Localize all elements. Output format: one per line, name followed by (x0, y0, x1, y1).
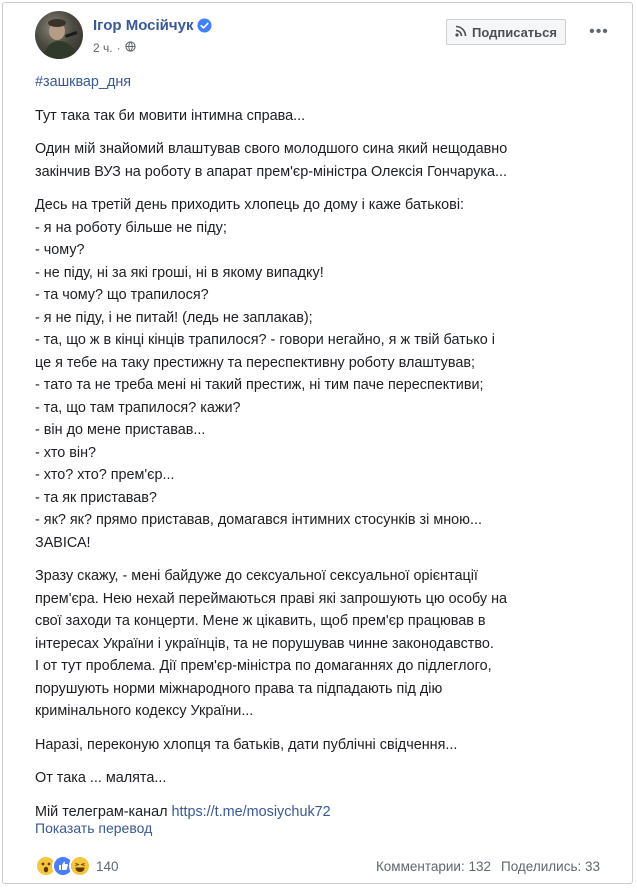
post-line: ЗАВІСА! (35, 534, 91, 551)
author-name-text[interactable]: Ігор Мосійчук (93, 17, 194, 34)
author-avatar[interactable] (35, 11, 83, 59)
hashtag-link[interactable]: #зашквар_дня (35, 74, 132, 90)
telegram-prefix: Мій телеграм-канал (35, 803, 172, 820)
post-line: - хто? хто? прем'єр... (35, 467, 175, 483)
telegram-link[interactable]: https://t.me/mosiychuk72 (171, 803, 331, 820)
post-line: Зразу скажу, - мені байдуже до сексуальної сексуальної орієнтації (35, 568, 478, 584)
post-paragraph (35, 138, 595, 183)
post-time[interactable]: 2 ч. (93, 41, 113, 55)
post-line: Наразі, переконую хлопця та батьків, дати публічні свідчення... (35, 736, 458, 753)
shares-count-link[interactable]: Поделились: 33 (501, 858, 600, 874)
post-paragraph (35, 767, 595, 790)
post-footer (35, 853, 600, 879)
post-paragraph (35, 734, 595, 757)
haha-reaction-icon (69, 855, 91, 877)
post-line: - я на роботу більше не піду; (35, 219, 227, 236)
post-line: - хто він? (35, 444, 97, 461)
more-options-button[interactable] (588, 19, 610, 45)
post-line: закінчив ВУЗ на роботу в апарат прем'єр-міністра Олексія Гончарука... (35, 163, 508, 180)
post-line: порушують норми міжнародного права та підпадають під дію (35, 680, 443, 697)
hashtag-paragraph (35, 71, 595, 94)
author-name[interactable] (93, 17, 212, 34)
subscribe-button[interactable] (446, 19, 566, 45)
post-paragraphs (35, 105, 595, 790)
post-line: Тут така так би мовити інтимна справа... (35, 107, 306, 124)
subscribe-label: Подписаться (471, 24, 557, 40)
post-line: - тато та не треба мені ні такий престиж, ні тим паче переспективи; (35, 377, 484, 393)
post-line: - та, що ж в кінці кінців трапилося? - говори негайно, я ж твій батько і (35, 332, 495, 348)
post-paragraph (35, 194, 595, 554)
post-line: - він до мене приставав... (35, 422, 206, 438)
separator-dot: · (116, 41, 121, 55)
more-options-icon: ••• (589, 23, 609, 40)
post-body (35, 71, 595, 834)
post-line: - як? як? прямо приставав, домагався інтимних стосунків зі мною... (35, 512, 482, 528)
post-line: - чому? (35, 242, 85, 258)
post-line: - та чому? що трапилося? (35, 287, 209, 303)
show-translation-link[interactable]: Показать перевод (35, 820, 153, 836)
post-line: кримінального кодексу України... (35, 703, 254, 719)
post-paragraph (35, 565, 595, 723)
post-line: прем'єра. Нею нехай переймаються праві які запрошують цю особу на (35, 590, 508, 607)
post-line: - та, що там трапилося? кажи? (35, 399, 241, 416)
post-card (2, 2, 633, 884)
post-line: - я не піду, і не питай! (ледь не заплакав); (35, 309, 313, 326)
audience-globe-icon[interactable] (125, 41, 136, 55)
reactions-count[interactable]: 140 (96, 858, 119, 874)
post-line: Один мій знайомий влаштував свого молодшого сина який нещодавно (35, 141, 508, 157)
post-meta (93, 41, 136, 55)
post-line: - та як приставав? (35, 489, 157, 506)
post-line: свої заходи та концерти. Мене ж цікавить, щоб прем'єр працював в (35, 613, 486, 629)
rss-icon (455, 25, 467, 40)
verified-badge-icon (197, 18, 212, 33)
post-line: От така ... малята... (35, 770, 167, 786)
post-stats (376, 859, 600, 874)
post-line: І от тут проблема. Дії прем'єр-міністра по домаганнях до підлеглого, (35, 658, 492, 674)
post-line: інтересах України і українців, та не порушував чинне законодавство. (35, 635, 494, 652)
post-paragraph (35, 105, 595, 128)
reactions-summary[interactable] (35, 855, 119, 877)
post-line: - не піду, ні за які гроші, ні в якому випадку! (35, 264, 324, 281)
comments-count-link[interactable]: Комментарии: 132 (375, 858, 491, 874)
post-header (35, 11, 624, 63)
post-line: Десь на третій день приходить хлопець до дому і каже батькові: (35, 197, 465, 213)
post-line: це я тебе на таку престижну та переспективну роботу влаштував; (35, 354, 475, 371)
